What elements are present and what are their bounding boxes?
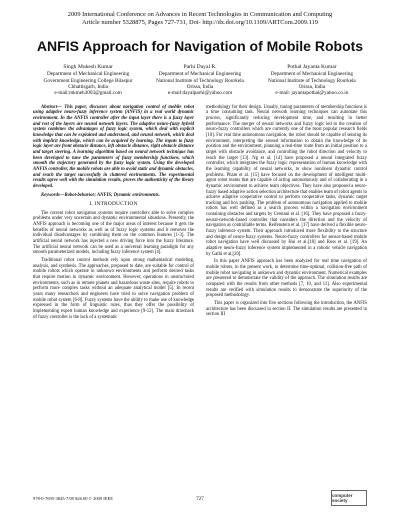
author-dept: Department of Mechanical Engineering — [46, 71, 130, 78]
author-2 — [145, 64, 255, 96]
paragraph: Traditional robot control methods rely upon strong mathematical modeling, analysis, and synthesis. The approaches, proposed to date, are suitable for control of mobile robots which operate in unknown environments and perform desired tasks that require motion in dynamic environment. However, operations in unstructured environments, such as in remote planets and hazardous waste sites, require robots to perform more complex tasks without an adequate analytical model [5]. In recent years many researchers and engineers have tried to solve navigation problem of mobile robot system [6-8]. Fuzzy systems have the ability to make use of knowledge expressed in the form of linguistic rules, thus they offer the possibility of implementing expert human knowledge and experience [9-12]. The main drawback of fuzzy controller is the lack of a systematic — [33, 258, 194, 320]
body-columns — [33, 105, 367, 323]
author-inst: Government Engineering College Bilaspur — [43, 77, 133, 84]
logo-text: computer society — [332, 493, 353, 503]
abstract-text: This paper, discusses about navigation control of mobile robot using adaptive neuro-fuzzy inference system (ANFIS) in a real world dynamic environment. In the ANFIS controller after the input layer there is a fuzzy layer and rest of the layers are neural network layers. The adaptive neuro-fuzzy hybrid system combines the advantages of fuzzy logic system, which deal with explicit knowledge that can be explained and understood, and neural network, which deal with implicit knowledge, which can be acquired by learning. The inputs to fuzzy logic layer are front obstacle distance, left obstacle distance, right obstacle distance and target steering. A learning algorithm based on neural network technique has been developed to tune the parameters of fuzzy membership functions, which smooth the trajectory generated by the fuzzy logic system. Using the developed ANFIS controller, the mobile robots are able to avoid static and dynamic obstacles, and reach the target successfully in cluttered environments. The experimental results agree well with the simulation results, proves the authenticity of the theory developed. — [33, 104, 194, 189]
author-name: Singh Mukesh Kumar — [63, 64, 113, 71]
author-name: Parhi Dayal R. — [183, 64, 217, 71]
author-place: Orissa, India — [186, 84, 214, 91]
author-place: Chhattisgarh, India — [68, 84, 108, 91]
author-email: e-mail:dayalparhi@yahoo.com — [167, 90, 233, 97]
keywords-label: Keywords— — [41, 192, 65, 198]
author-inst: National Institute of Technology Rourkela — [156, 77, 244, 84]
right-column — [206, 105, 367, 323]
author-dept: Department of Mechanical Engineering — [270, 71, 354, 78]
author-name: Pothal Jayanta Kumar — [287, 64, 337, 71]
paper-title: ANFIS Approach for Navigation of Mobile Robots — [36, 38, 364, 55]
author-inst: National Institute of Technology Rourkela — [268, 77, 356, 84]
author-email: e-mail:mkmeh3003@gmail.com — [54, 90, 122, 97]
author-3 — [257, 64, 367, 96]
paragraph: The current robot navigation systems require controllers able to solve complex problems under very uncertain and dynamic environmental situations. Presently, the ANFIS approach is becoming one of the major areas of interest because it gets the benefits of neural networks as well as of fuzzy logic systems and it removes the individual disadvantages by combining them on the common features [1-3]. The artificial neural network has injected a new driving force into the fuzzy literature. The artificial neural network can be used as a universal learning paradigm for any smooth parameterized models, including fuzzy inference system [4]. — [33, 210, 194, 256]
left-column — [33, 105, 194, 323]
author-block — [33, 64, 367, 96]
paragraph: In this paper ANFIS approach has been analyzed for real time navigation of mobile robots, in the present work, to determine time-optimal, collision-free path of mobile robot navigating in unknown and dynamic environment. Numerical examples are presented to demonstrate the validity of the approach. The simulation results are compared with the results from other methods [7, 10, and 11]. Also experimental results are verified with simulation results to demonstrate the superiority of the proposed methodology. — [206, 259, 367, 299]
page-number: 727 — [196, 496, 204, 502]
abstract-label: Abstract— — [41, 104, 62, 110]
paragraph: This paper is organized into five sections following the introduction, the ANFIS architecture has been discussed in section II. The simulation results are presented in section III — [206, 300, 367, 318]
section-heading: I. INTRODUCTION — [89, 201, 138, 208]
author-email: e-mail: jayantapothal@yahoo.co.in — [275, 90, 349, 97]
author-place: Orissa, India — [298, 84, 326, 91]
author-dept: Department of Mechanical Engineering — [158, 71, 242, 78]
copyright-line: 978-0-7695-3845-7/09 $26.00 © 2009 IEEE — [33, 496, 114, 501]
abstract — [33, 105, 194, 190]
ieee-computer-society-logo — [331, 490, 367, 506]
article-info: Article number 5328875, Pages 727-731, Doi- http://dx.doi.org/10.1109/ARTCom.2009.119 — [82, 18, 318, 26]
keywords — [33, 193, 194, 199]
keywords-text: Robot-behavior; ANFIS; Dynamic environments. — [64, 192, 160, 198]
paragraph: methodology for their design. Usually, tuning parameters of membership functions is a time consuming task. Neural network learning techniques can automate this process, significantly reducing development time, and resulting in better performance. The merger of neural networks and fuzzy logic led to the creation of neuro-fuzzy controllers which are currently one of the most popular research fields [10]. For real time autonomous navigation, the robot should be capable of sensing its environment, interpreting the sensed information to obtain the knowledge of its position and the environment, planning a real-time route from an initial position to a target with obstacle avoidance, and controlling the robot direction and velocity to reach the target [13]. Ng et al. [14] have proposed a neural integrated fuzzy controller, which integrates the fuzzy logic representation of human knowledge with the learning capability of neural networks, to show nonlinear dynamic control problems. Pham et al. [15] have focused on the development of intelligent multi-agent robot teams that are capable of acting autonomously and of collaborating in a dynamic environment to achieve team objectives. They have also proposed a neuro-fuzzy based adaptive action selection architecture that enables team of robot agents to achieve adaptive cooperative control to perform cooperative tasks, dynamic target tracking and box pushing. The problem of autonomous navigation applied to mobile robots has well defined as a search process within a navigation environment containing obstacles and targets by Crestani et al. [16]. They have proposed a fuzzy-neural-network-based controller that considers the direction and the velocity of navigation as controllable terms. Reifenstein et al. [17] have derived a flexible neuro-fuzzy inference system. Their approach introduced more flexibility to the structure and design of neuro-fuzzy systems. Neuro-fuzzy controllers for sensor-based mobile robot navigation have well discussed by Hui et al.[18] and Ross et al. [19]. An adaptive neuro-fuzzy inference system implemented in a robotic vehicle navigation by Gathi et al.[20]. — [206, 104, 367, 257]
conference-header — [33, 11, 367, 26]
author-1 — [33, 64, 143, 96]
conference-name: 2009 International Conference on Advances in Recent Technologies in Communication and Computing — [67, 11, 333, 18]
